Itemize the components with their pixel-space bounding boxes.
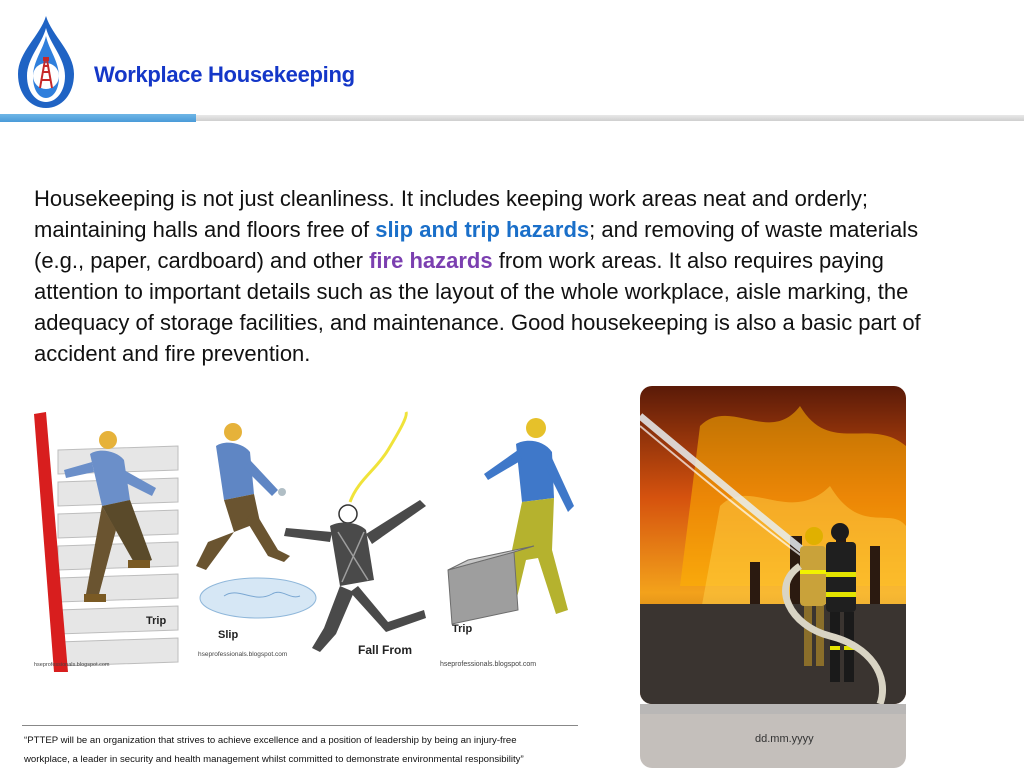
fall-from-scene	[284, 412, 426, 657]
body-text-part: Housekeeping is not just cleanliness. It includes keeping work areas neat and orderly; maintaining halls and floors free of	[34, 186, 869, 242]
footer-line-2: workplace, a leader in security and health management whilst committed to demonstrate environmental responsibility”	[24, 754, 524, 765]
body-text-part: ; and removing of waste materials (e.g., paper, cardboard) and other	[34, 217, 919, 273]
body-paragraph	[34, 183, 934, 369]
slide-title: Workplace Housekeeping	[94, 62, 355, 87]
label-fall-from: Fall From	[358, 643, 413, 657]
footer-vision-statement	[24, 731, 580, 768]
fire-hazards-highlight: fire hazards	[369, 248, 493, 273]
slip-scene	[196, 423, 316, 658]
label-slip: Slip	[218, 629, 239, 641]
credit-stairs: hseprofessionals.blogspot.com	[34, 662, 110, 668]
slip-trip-hazards-highlight: slip and trip hazards	[375, 217, 590, 242]
label-trip-stairs: Trip	[146, 615, 167, 627]
footer-line-1: “PTTEP will be an organization that strives to achieve excellence and a position of leadership by being an injury-free	[24, 735, 517, 746]
footer-date: dd.mm.yyyy	[755, 733, 814, 745]
trip-beam-scene	[440, 418, 574, 668]
body-text-part: from work areas. It also requires paying attention to important details such as the layout of the whole workplace, aisle marking, the adequacy of storage facilities, and maintenance. Good housekeeping is also a basic part of accident and fire prevention.	[34, 248, 921, 366]
stairs-trip-scene	[28, 410, 188, 672]
footer-divider	[22, 725, 578, 726]
label-trip-beam: Trip	[452, 623, 473, 635]
title-divider	[0, 114, 1024, 122]
pttep-logo-icon	[10, 14, 82, 110]
credit-beam: hseprofessionals.blogspot.com	[440, 661, 537, 668]
firefighting-photo	[640, 386, 906, 704]
slip-trip-fall-illustration	[28, 410, 580, 682]
credit-slip: hseprofessionals.blogspot.com	[198, 651, 288, 658]
